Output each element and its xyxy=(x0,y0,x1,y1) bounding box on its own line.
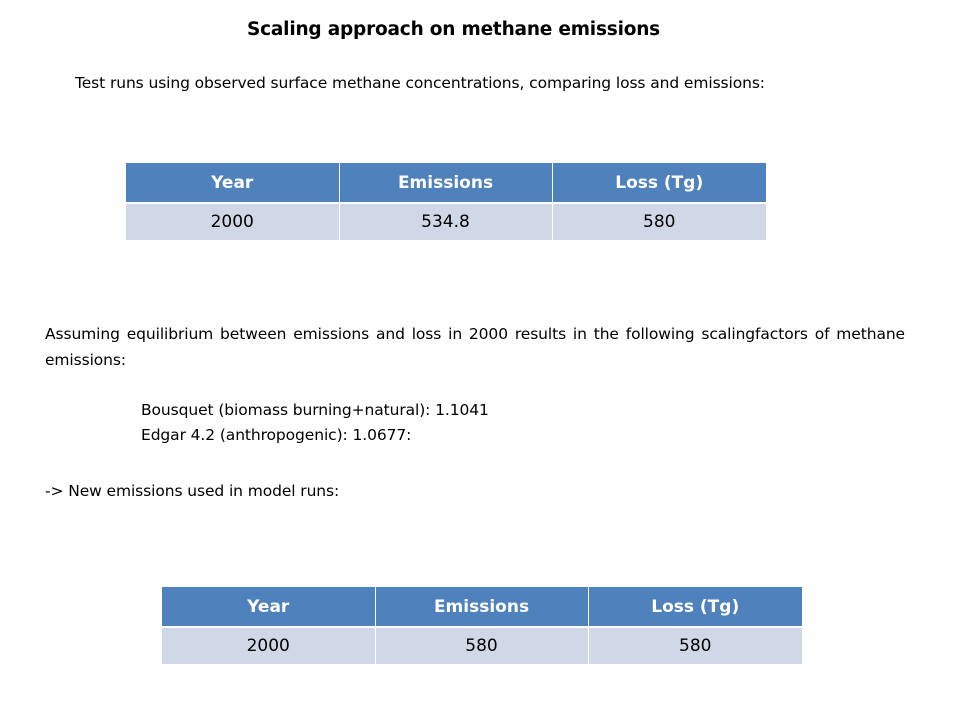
header-loss: Loss (Tg) xyxy=(588,587,802,627)
cell-loss: 580 xyxy=(552,203,766,240)
header-year: Year xyxy=(126,163,339,203)
model-run-table xyxy=(162,587,802,664)
header-year: Year xyxy=(162,587,375,627)
cell-year: 2000 xyxy=(162,627,375,664)
table-row xyxy=(162,627,802,664)
new-emissions-text: -> New emissions used in model runs: xyxy=(45,482,340,500)
header-loss: Loss (Tg) xyxy=(552,163,766,203)
page-title: Scaling approach on methane emissions xyxy=(247,19,660,40)
cell-emissions: 534.8 xyxy=(339,203,552,240)
table-header-row xyxy=(126,163,766,203)
cell-loss: 580 xyxy=(588,627,802,664)
cell-emissions: 580 xyxy=(375,627,588,664)
test-run-table xyxy=(126,163,766,240)
cell-year: 2000 xyxy=(126,203,339,240)
bousquet-factor: Bousquet (biomass burning+natural): 1.1041 xyxy=(141,401,489,419)
table-header-row xyxy=(162,587,802,627)
table-row xyxy=(126,203,766,240)
header-emissions: Emissions xyxy=(375,587,588,627)
intro-text: Test runs using observed surface methane concentrations, comparing loss and emissions: xyxy=(75,74,765,92)
edgar-factor: Edgar 4.2 (anthropogenic): 1.0677: xyxy=(141,426,412,444)
equilibrium-paragraph: Assuming equilibrium between emissions and loss in 2000 results in the following scalingfactors of methane emissions: xyxy=(45,325,905,369)
header-emissions: Emissions xyxy=(339,163,552,203)
